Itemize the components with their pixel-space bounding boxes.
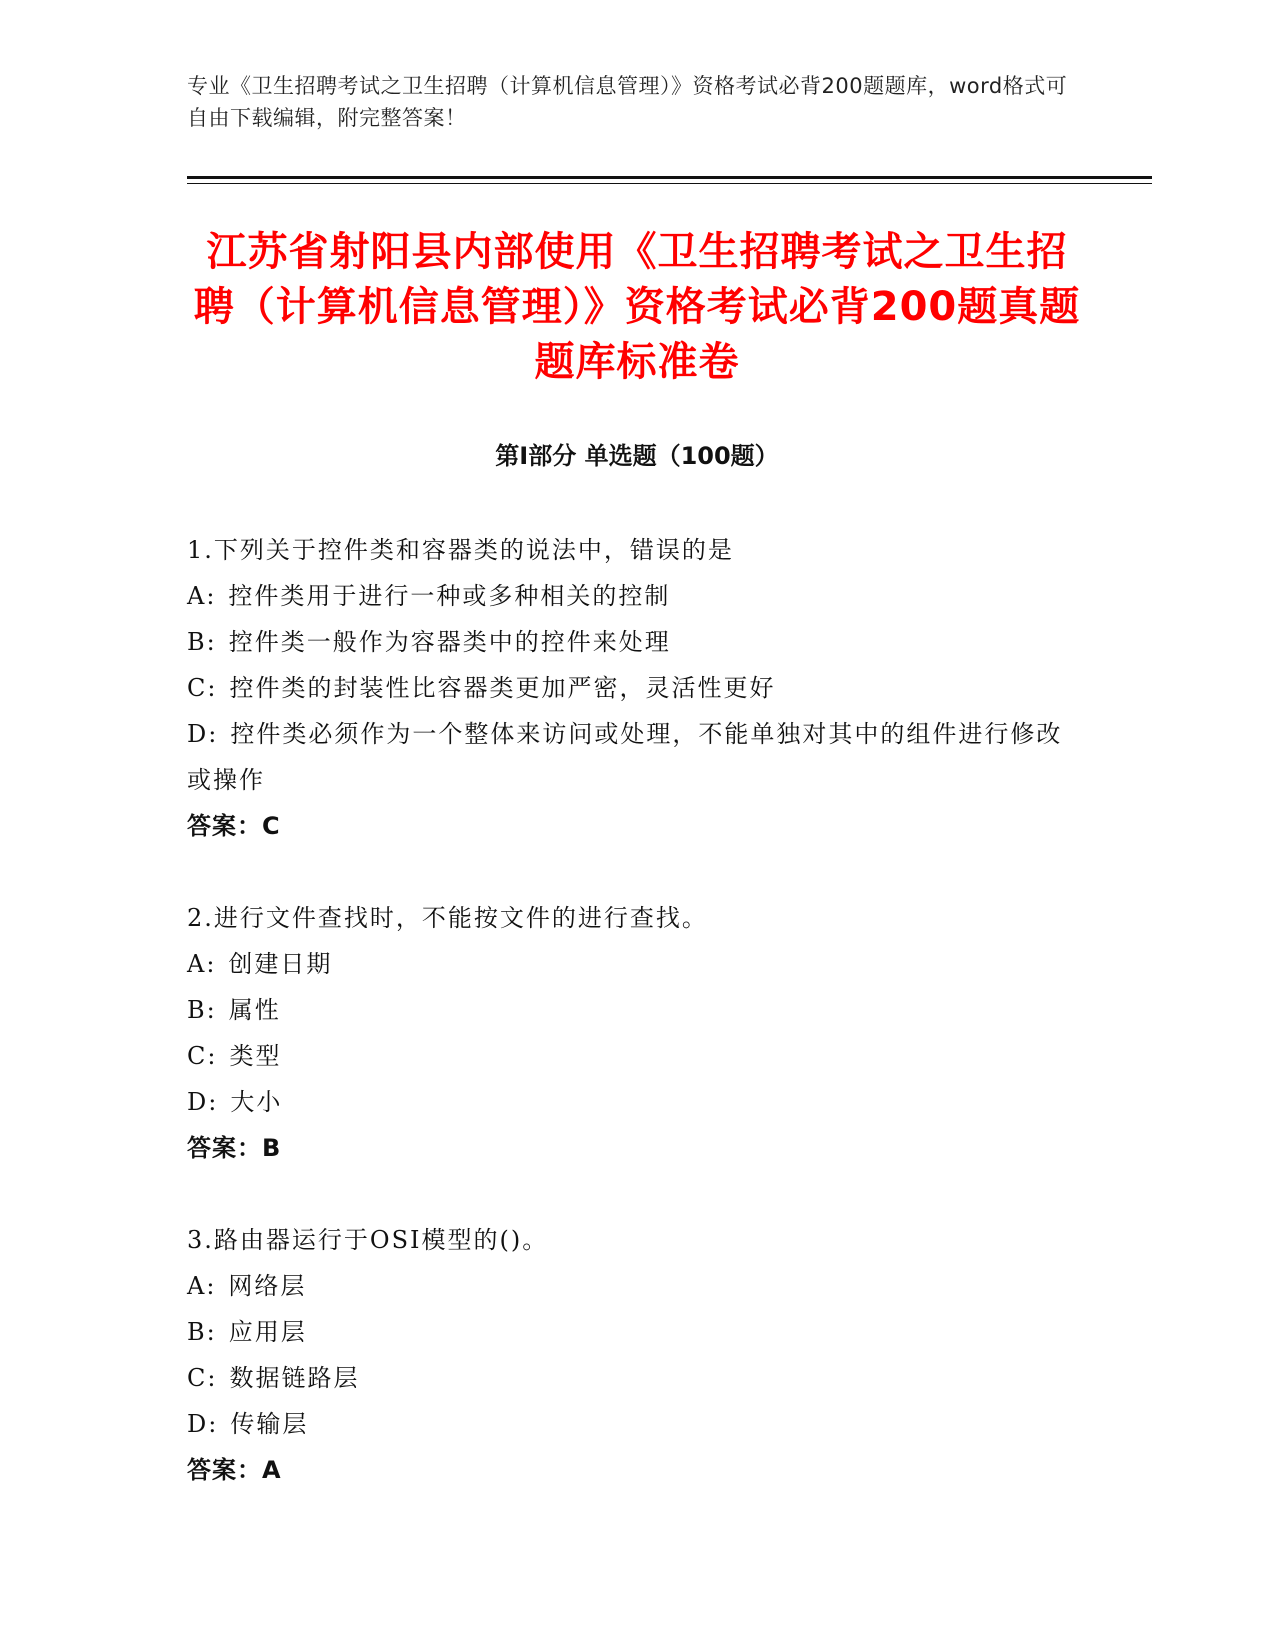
option-d bbox=[187, 711, 1067, 803]
option-c bbox=[187, 1355, 1067, 1401]
option-a bbox=[187, 941, 1067, 987]
answer-value: C bbox=[262, 812, 281, 840]
option-a bbox=[187, 573, 1067, 619]
option-c bbox=[187, 665, 1067, 711]
header-note: 专业《卫生招聘考试之卫生招聘（计算机信息管理）》资格考试必背200题题库，word格式可自由下载编辑，附完整答案！ bbox=[187, 74, 1068, 130]
question-1 bbox=[187, 527, 1067, 849]
option-label: C: bbox=[187, 674, 218, 702]
option-label: A: bbox=[187, 950, 217, 978]
answer-prefix: 答案： bbox=[187, 812, 262, 840]
answer-prefix: 答案： bbox=[187, 1134, 262, 1162]
option-text: 数据链路层 bbox=[229, 1364, 360, 1392]
option-text: 控件类一般作为容器类中的控件来处理 bbox=[228, 628, 671, 656]
option-label: B: bbox=[187, 1318, 217, 1346]
question-3 bbox=[187, 1217, 1067, 1493]
option-text: 属性 bbox=[228, 996, 281, 1024]
option-text: 大小 bbox=[230, 1088, 283, 1116]
option-label: A: bbox=[187, 1272, 217, 1300]
option-text: 控件类用于进行一种或多种相关的控制 bbox=[228, 582, 671, 610]
document-title: 江苏省射阳县内部使用《卫生招聘考试之卫生招聘（计算机信息管理）》资格考试必背200题真题题库标准卷 bbox=[193, 229, 1081, 385]
option-label: A: bbox=[187, 582, 217, 610]
answer-line bbox=[187, 1447, 1067, 1493]
question-list bbox=[187, 527, 1067, 1539]
option-label: D: bbox=[187, 720, 219, 748]
option-b bbox=[187, 619, 1067, 665]
option-b bbox=[187, 1309, 1067, 1355]
option-a bbox=[187, 1263, 1067, 1309]
option-label: D: bbox=[187, 1088, 219, 1116]
option-text: 类型 bbox=[229, 1042, 282, 1070]
section-heading: 第Ⅰ部分 单选题（100题） bbox=[495, 442, 779, 470]
option-d bbox=[187, 1401, 1067, 1447]
option-label: C: bbox=[187, 1042, 218, 1070]
option-text: 控件类必须作为一个整体来访问或处理，不能单独对其中的组件进行修改或操作 bbox=[187, 720, 1063, 794]
option-label: B: bbox=[187, 628, 217, 656]
answer-line bbox=[187, 803, 1067, 849]
question-stem: 3.路由器运行于OSI模型的()。 bbox=[187, 1226, 549, 1254]
option-text: 网络层 bbox=[228, 1272, 307, 1300]
option-text: 控件类的封装性比容器类更加严密，灵活性更好 bbox=[229, 674, 776, 702]
option-label: D: bbox=[187, 1410, 219, 1438]
answer-value: B bbox=[262, 1134, 282, 1162]
option-label: B: bbox=[187, 996, 217, 1024]
answer-line bbox=[187, 1125, 1067, 1171]
option-d bbox=[187, 1079, 1067, 1125]
option-c bbox=[187, 1033, 1067, 1079]
question-stem: 1.下列关于控件类和容器类的说法中，错误的是 bbox=[187, 536, 734, 564]
header-rule-thin bbox=[187, 183, 1152, 184]
question-2 bbox=[187, 895, 1067, 1171]
option-label: C: bbox=[187, 1364, 218, 1392]
option-text: 应用层 bbox=[228, 1318, 307, 1346]
option-text: 创建日期 bbox=[228, 950, 333, 978]
answer-prefix: 答案： bbox=[187, 1456, 262, 1484]
answer-value: A bbox=[262, 1456, 282, 1484]
header-rule-thick bbox=[187, 176, 1152, 179]
option-b bbox=[187, 987, 1067, 1033]
option-text: 传输层 bbox=[230, 1410, 309, 1438]
question-stem: 2.进行文件查找时，不能按文件的进行查找。 bbox=[187, 904, 708, 932]
